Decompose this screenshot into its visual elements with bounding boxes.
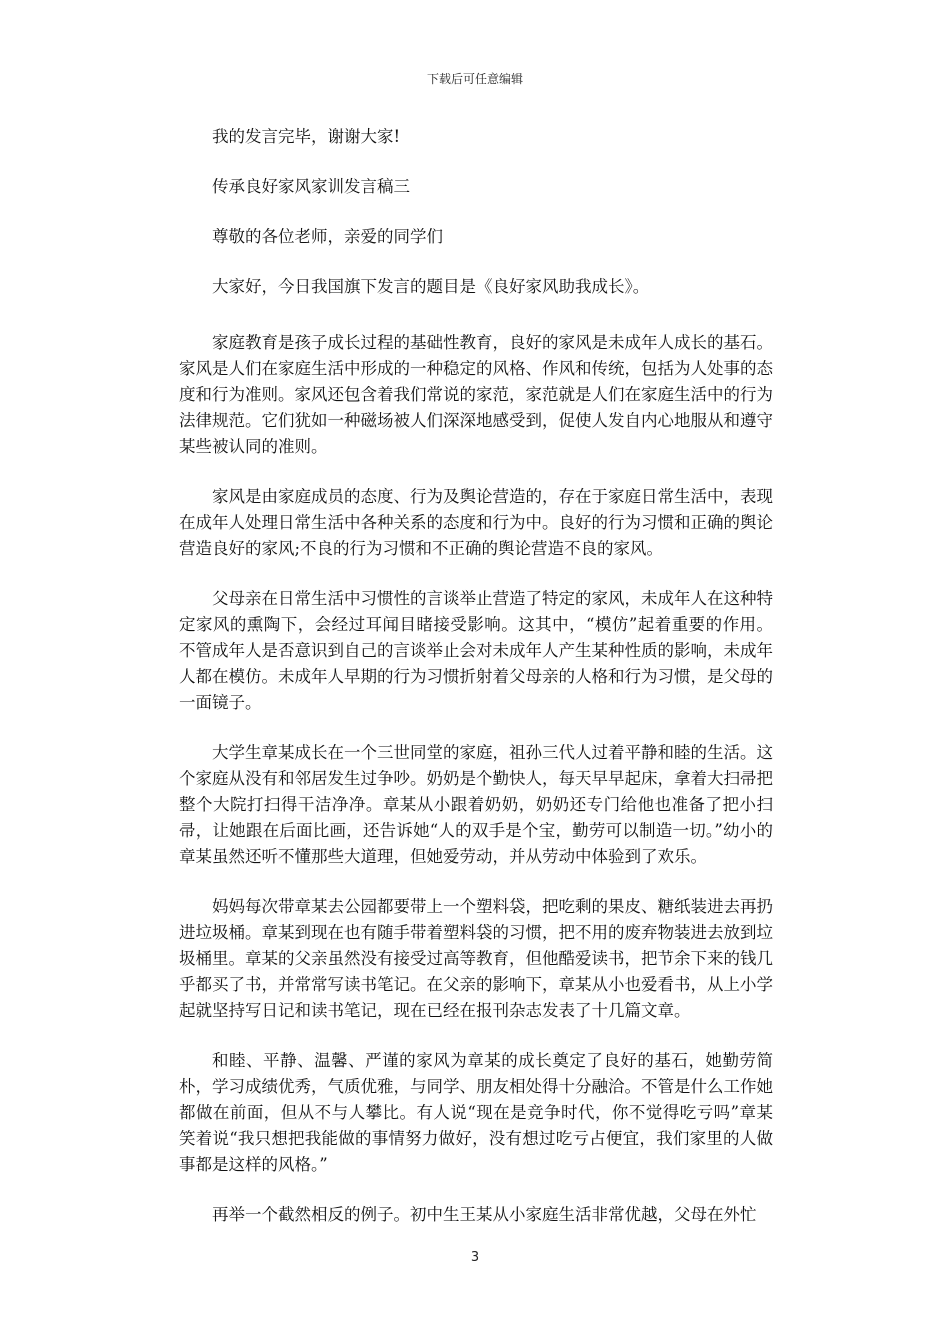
- paragraph-counter-example: 再举一个截然相反的例子。初中生王某从小家庭生活非常优越，父母在外忙: [212, 1205, 757, 1224]
- paragraph-closing-remark: 我的发言完毕，谢谢大家!: [212, 127, 401, 146]
- document-body: [179, 124, 773, 1252]
- paragraph-student-zhang: 大学生章某成长在一个三世同堂的家庭，祖孙三代人过着平静和睦的生活。这个家庭从没有和邻居发生过争吵。奶奶是个勤快人，每天早早起床，拿着大扫帚把整个大院打扫得干洁净净。章某从小跟着奶奶，奶奶还专门给他也准备了把小扫帚，让她跟在后面比画，还告诉她“人的双手是个宝，勤劳可以制造一切。”幼小的章某虽然还听不懂那些大道理，但她爱劳动，并从劳动中体验到了欢乐。: [179, 743, 773, 866]
- page-header: 下载后可任意编辑: [426, 72, 523, 86]
- paragraph-greeting: 大家好，今日我国旗下发言的题目是《良好家风助我成长》。: [212, 277, 650, 296]
- paragraph-speech-title: 传承良好家风家训发言稿三: [212, 177, 410, 196]
- paragraph-family-education: 家庭教育是孩子成长过程的基础性教育，良好的家风是未成年人成长的基石。家风是人们在家庭生活中形成的一种稳定的风格、作风和传统，包括为人处事的态度和行为准则。家风还包含着我们常说的家范，家范就是人们在家庭生活中的行为法律规范。它们犹如一种磁场被人们深深地感受到，促使人发自内心地服从和遵守某些被认同的准则。: [179, 333, 773, 456]
- paragraph-mother-habits: 妈妈每次带章某去公园都要带上一个塑料袋，把吃剩的果皮、糖纸装进去再扔进垃圾桶。章某到现在也有随手带着塑料袋的习惯，把不用的废弃物装进去放到垃圾桶里。章某的父亲虽然没有接受过高等教育，但他酷爱读书，把节余下来的钱几乎都买了书，并常常写读书笔记。在父亲的影响下，章某从小也爱看书，从上小学起就坚持写日记和读书笔记，现在已经在报刊杂志发表了十几篇文章。: [179, 897, 773, 1020]
- paragraph-parents-influence: 父母亲在日常生活中习惯性的言谈举止营造了特定的家风，未成年人在这种特定家风的熏陶下，会经过耳闻目睹接受影响。这其中，“模仿”起着重要的作用。不管成年人是否意识到自己的言谈举止会对未成年人产生某种性质的影响，未成年人都在模仿。未成年人早期的行为习惯折射着父母亲的人格和行为习惯，是父母的一面镜子。: [179, 589, 773, 712]
- paragraph-family-style: 家风是由家庭成员的态度、行为及舆论营造的，存在于家庭日常生活中，表现在成年人处理日常生活中各种关系的态度和行为中。良好的行为习惯和正确的舆论营造良好的家风;不良的行为习惯和不正确的舆论营造不良的家风。: [179, 487, 773, 558]
- paragraph-salutation: 尊敬的各位老师，亲爱的同学们: [212, 227, 443, 246]
- paragraph-harmonious-style: 和睦、平静、温馨、严谨的家风为章某的成长奠定了良好的基石，她勤劳简朴，学习成绩优秀，气质优雅，与同学、朋友相处得十分融洽。不管是什么工作她都做在前面，但从不与人攀比。有人说“现在是竞争时代，你不觉得吃亏吗”章某笑着说“我只想把我能做的事情努力做好，没有想过吃亏占便宜，我们家里的人做事都是这样的风格。”: [179, 1051, 773, 1174]
- page-number: 3: [470, 1250, 480, 1265]
